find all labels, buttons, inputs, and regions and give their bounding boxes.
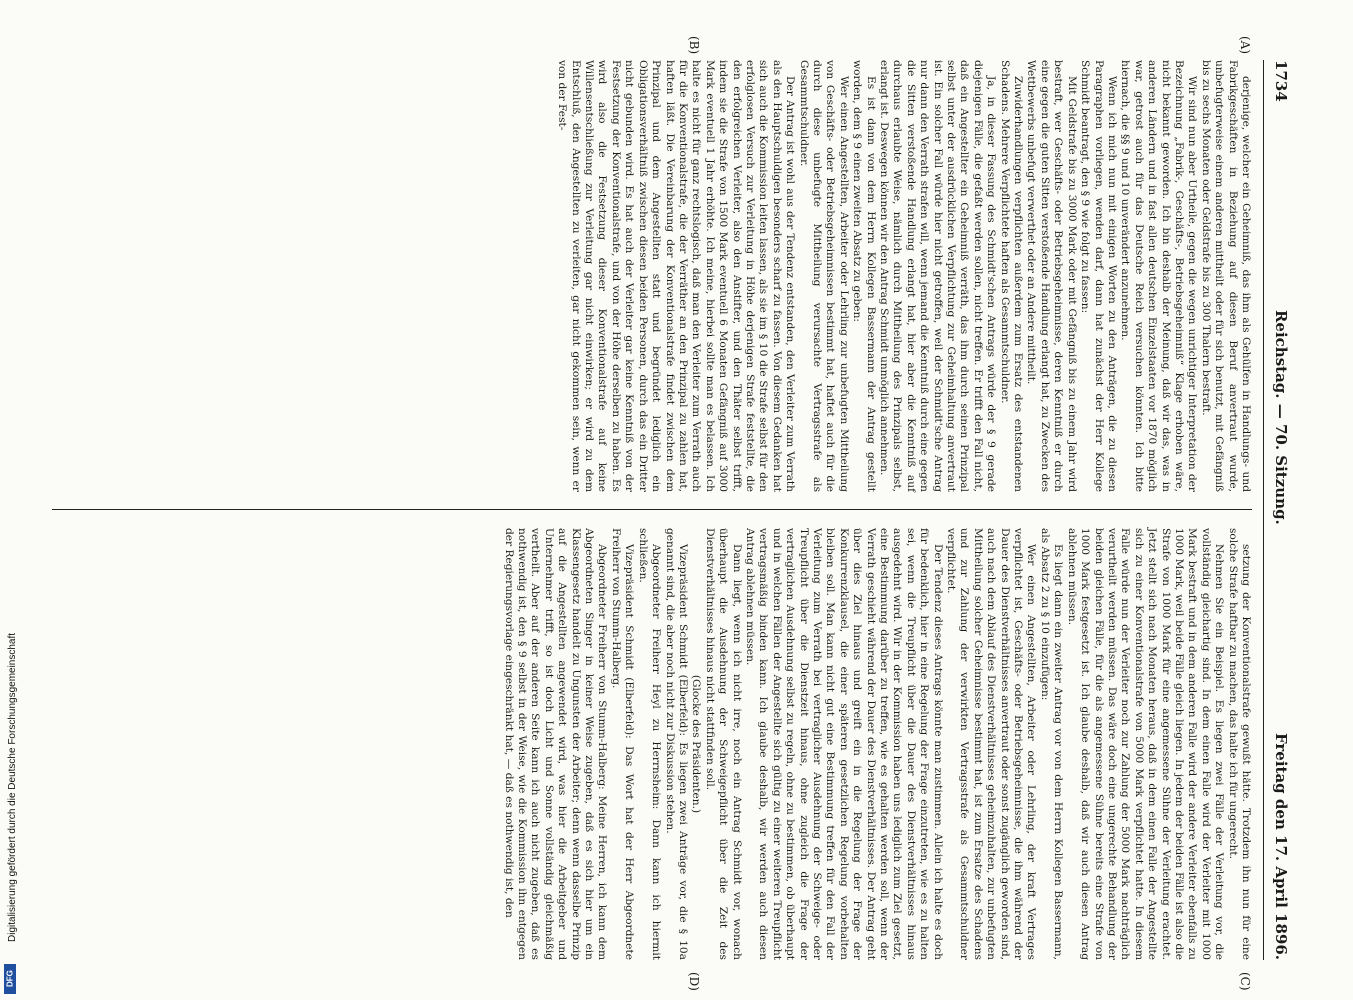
left-paragraph: derjenige, welcher ein Geheimniß, das ihm als Gehülfen in Handlungs- und Fabrikgeschäften in Beziehung auf diesen Beruf anvertraut wurde, unbefugterweise einem anderen mittheilt oder für sich benutzt, mit Gefängniß bis zu sechs Monaten oder Geldstrafe bis zu 300 Thalern bestraft.	[1199, 60, 1252, 492]
page-header	[1266, 60, 1296, 960]
margin-marker-b: (B)	[687, 36, 701, 55]
left-paragraph: Es ist dann von dem Herrn Kollegen Bassermann der Antrag gestellt worden, dem § 9 einen zweiten Absatz zu geben:	[851, 60, 877, 492]
rotated-page-content	[46, 36, 1296, 991]
margin-marker-d: (D)	[687, 972, 701, 991]
credit-text: Digitalisierung gefördert durch die Deutsche Forschungsgemeinschaft	[7, 632, 18, 942]
dfg-logo-icon: DFG	[4, 964, 16, 994]
right-paragraph: Vizepräsident Schmidt (Elberfeld): Es liegen zwei Anträge vor, die § 10a genannt sind, die aber noch nicht zur Diskussion stehen.	[663, 528, 689, 960]
column-divider	[52, 509, 1252, 510]
right-paragraph: Abgeordneter Freiherr von Stumm-Halberg: Meine Herren, ich kann dem Abgeordneten Singer in keiner Weise zugeben, daß es sich hier um ein Klassengesetz handelt zu Ungunsten der Arbeiter; denn wenn dasselbe Prinzip auf die Angestellten angewendet wird, was hier die Arbeitgeber und Unternehmer trifft, so ist doch Licht und Sonne vollständig gleichmäßig vertheilt. Aber auf der anderen Seite kann ich auch nicht zugeben, daß es nothwendig ist, den § 9 selbst in der Weise, wie die Kommission ihn entgegen der Regierungsvorlage eingeschränkt hat, — daß es nothwendig ist, den	[502, 528, 609, 960]
right-paragraph: Nehmen Sie ein Beispiel. Es liegen zwei Fälle der Verleitung vor, die vollständig gleichartig sind. In dem einen Falle wird der Verleiter mit 1000 Mark bestraft und in dem anderen Falle wird der andere Verleiter ebenfalls zu 1000 Mark, weil beide Fälle gleich liegen. In jedem der beiden Fälle ist also die Strafe von 1000 Mark für eine angemessene Sühne der Verleitung erachtet. Jetzt stellt sich nach Monaten heraus, daß in dem einen Falle der Angestellte sich zu einer Konventionalstrafe von 5000 Mark verpflichtet hatte. In diesem Falle würde nun der Verleiter noch zur Zahlung der 5000 Mark nachträglich verurtheilt werden müssen. Das wäre doch eine ungerechte Behandlung der beiden gleichen Fälle, für die als angemessene Sühne bereits eine Strafe von 1000 Mark festgesetzt ist. Ich glaube deshalb, daß wir auch diesen Antrag ablehnen müssen.	[1065, 528, 1226, 960]
left-paragraph: Wenn ich mich nun mit einigen Worten zu den Anträgen, die zu diesen Paragraphen vorliegen, wenden darf, dann hat zunächst der Herr Kollege Schmidt beantragt, den § 9 wie folgt zu fassen:	[1079, 60, 1118, 492]
left-paragraph: Wir sind nun aber Urtheile, gegen die wegen unrichtiger Interpretation der Bezeichnung „Fabrik-, Geschäfts-, Betriebsgeheimniß“ Klage erhoben wäre, nicht bekannt geworden. Ich bin deshalb der Meinung, daß wir das, was in anderen Ländern und in fast allen deutschen Einzelstaaten vor 1870 möglich war, getrost auch für das Deutsche Reich versuchen könnten. Ich bitte hiernach, die §§ 9 und 10 unverändert anzunehmen.	[1119, 60, 1199, 492]
stage-direction: (Glocke des Präsidenten.)	[690, 674, 703, 814]
header-date: Freitag den 17. April 1896.	[1272, 733, 1290, 960]
margin-marker-c: (C)	[1238, 972, 1252, 991]
left-paragraph: Ja, in dieser Fassung des Schmidt'schen Antrags würde der § 9 gerade diejenigen Fälle, die gefaßt werden sollen, nicht treffen. Er trifft den Fall nicht, daß ein Angestellter ein Geheimniß verräth, das ihm durch seinen Prinzipal selbst unter der ausdrücklichen Verpflichtung zur Geheimhaltung anvertraut ist. Ein solcher Fall würde hier nicht getroffen, weil der Schmidt'sche Antrag nur dann den Verrath strafen will, wenn jemand die Kenntniß durch eine gegen die Sitten verstoßende Handlung erlangt hat, hier aber die Kenntniß auf durchaus erlaubte Weise, nämlich durch Mittheilung des Prinzipals selbst, erlangt ist. Deswegen können wir den Antrag Schmidt unmöglich annehmen.	[878, 60, 998, 492]
right-paragraph: Vizepräsident Schmidt (Elberfeld): Das Wort hat der Herr Abgeordnete Freiherr von Stumm-Halberg.	[609, 528, 636, 960]
digitization-credit	[2, 22, 22, 982]
header-center: Reichstag. — 70. Sitzung.	[1272, 309, 1290, 525]
right-paragraph: Dann liegt, wenn ich nicht irre, noch ein Antrag Schmidt vor, wonach überhaupt die Ausdehnung der Schweigepflicht über die Zeit des Dienstverhältnisses hinaus nicht stattfinden soll.	[703, 528, 743, 960]
left-paragraph: Zuwiderhandlungen verpflichten außerdem zum Ersatz des entstandenen Schadens. Mehrere Verpflichtete haften als Gesammtschuldner.	[998, 60, 1025, 492]
left-paragraph: Mit Geldstrafe bis zu 3000 Mark oder mit Gefängniß bis zu einem Jahr wird bestraft, wer Geschäfts- oder Betriebsgeheimnisse, deren Kenntniß er durch eine gegen die guten Sitten verstoßende Handlung erlangt hat, zu Zwecken des Wettbewerbs unbefugt verwerthet oder an Andere mittheilt.	[1025, 60, 1078, 492]
page-number: 1734	[1272, 60, 1290, 102]
right-column	[501, 528, 1252, 960]
margin-marker-a: (A)	[1238, 36, 1252, 55]
right-paragraph: Der Tendenz dieses Antrags könnte man zustimmen. Allein ich halte es doch für bedenklich, hier in eine Regelung der Frage einzutreten, wie es zu halten sei, wenn die Treupflicht über die Dauer des Dienstverhältnisses hinaus ausgedehnt wird. Wir in der Kommission haben uns lediglich zum Ziel gesetzt, eine Bestimmung darüber zu treffen, wie es gehalten werden soll, wenn der Verrath geschieht während der Dauer des Dienstverhältnisses. Der Antrag geht über dies Ziel hinaus und greift ein in die Regelung der Frage der Konkurrenzklausel, die einer späteren gesetzlichen Regelung vorbehalten bleiben soll. Man kann nicht gut eine Bestimmung treffen für den Fall der Verleitung zum Verrath bei vertraglicher Ausdehnung der Schweige- oder Treupflicht über die Dienstzeit hinaus, ohne zugleich die Frage der vertraglichen Ausdehnung selbst zu regeln, ohne zu bestimmen, ob überhaupt und in welchen Fällen der Angestellte sich gültig zu einer weiteren Treupflicht vertragsmäßig binden kann. Ich glaube deshalb, wir werden auch diesen Antrag ablehnen müssen.	[743, 528, 944, 960]
right-paragraph: Abgeordneter Freiherr Heyl zu Herrnsheim: Dann kann ich hiermit schließen.	[636, 528, 663, 960]
right-paragraph: Wer einen Angestellten, Arbeiter oder Lehrling, der kraft Vertrages verpflichtet ist, Geschäfts- oder Betriebsgeheimnisse, die ihm während der Dauer des Dienstverhältnisses anvertraut oder sonst zugänglich geworden sind, auch nach dem Ablauf des Dienstverhältnisses geheimzuhalten, zur unbefugten Mittheilung solcher Geheimnisse bestimmt hat, ist zum Ersatze des Schadens und zur Zahlung der verwirkten Vertragsstrafe als Gesammtschuldner verpflichtet.	[945, 528, 1038, 960]
right-paragraph: setzung der Konventionalstrafe gewußt hätte. Trotzdem ihn nun für eine solche Strafe haftbar zu machen, das halte ich für ungerecht.	[1226, 528, 1252, 960]
left-column	[555, 60, 1252, 492]
header-rule	[1263, 60, 1264, 960]
right-paragraph: Es liegt dann ein zweiter Antrag vor von dem Herrn Kollegen Bassermann, als Absatz 2 zu § 10 einzufügen:	[1038, 528, 1065, 960]
left-paragraph: Der Antrag ist wohl aus der Tendenz entstanden, den Verleiter zum Verrath als den Hauptschuldigen besonders scharf zu fassen. Von diesem Gedanken hat sich auch die Kommission leiten lassen, als sie im § 10 die Strafe selbst für den erfolglosen Versuch zur Verleitung in Höhe derjenigen Strafe feststellte, die den erfolgreichen Verleiter, also den Anstifter, und den Thäter selbst trifft, indem sie die Strafe von 1500 Mark eventuell 6 Monaten Gefängniß auf 3000 Mark eventuell 1 Jahr erhöhte. Ich meine, hierbei sollte man es belassen. Ich halte es nicht für ganz rechtslogisch, daß man den Verleiter zum Verrath auch für die Konventionalstrafe, die der Verräther an den Prinzipal zu zahlen hat, haften läßt. Die Vereinbarung der Konventionalstrafe findet zwischen dem Prinzipal und dem Angestellten statt und begründet lediglich ein Obligationsverhältniß zwischen diesen beiden Personen, durch das ein Dritter nicht gebunden wird. Es hat auch der Verleiter gar keine Kenntniß von der Festsetzung der Konventionalstrafe, und von der Höhe derselben zu haben. Es wird also die Festsetzung dieser Konventionalstrafe auf keine Willensentschließung zur Verleitung gar nicht einwirken; er wird zu dem Entschluß, den Angestellten zu verleiten, gar nicht gekommen sein, wenn er von der Fest-	[556, 60, 797, 492]
left-paragraph: Wer einen Angestellten, Arbeiter oder Lehrling zur unbefugten Mittheilung von Geschäfts- oder Betriebsgeheimnissen bestimmt hat, haftet auch für die durch diese unbefugte Mittheilung verursachte Vertragsstrafe als Gesammtschuldner.	[797, 60, 850, 492]
